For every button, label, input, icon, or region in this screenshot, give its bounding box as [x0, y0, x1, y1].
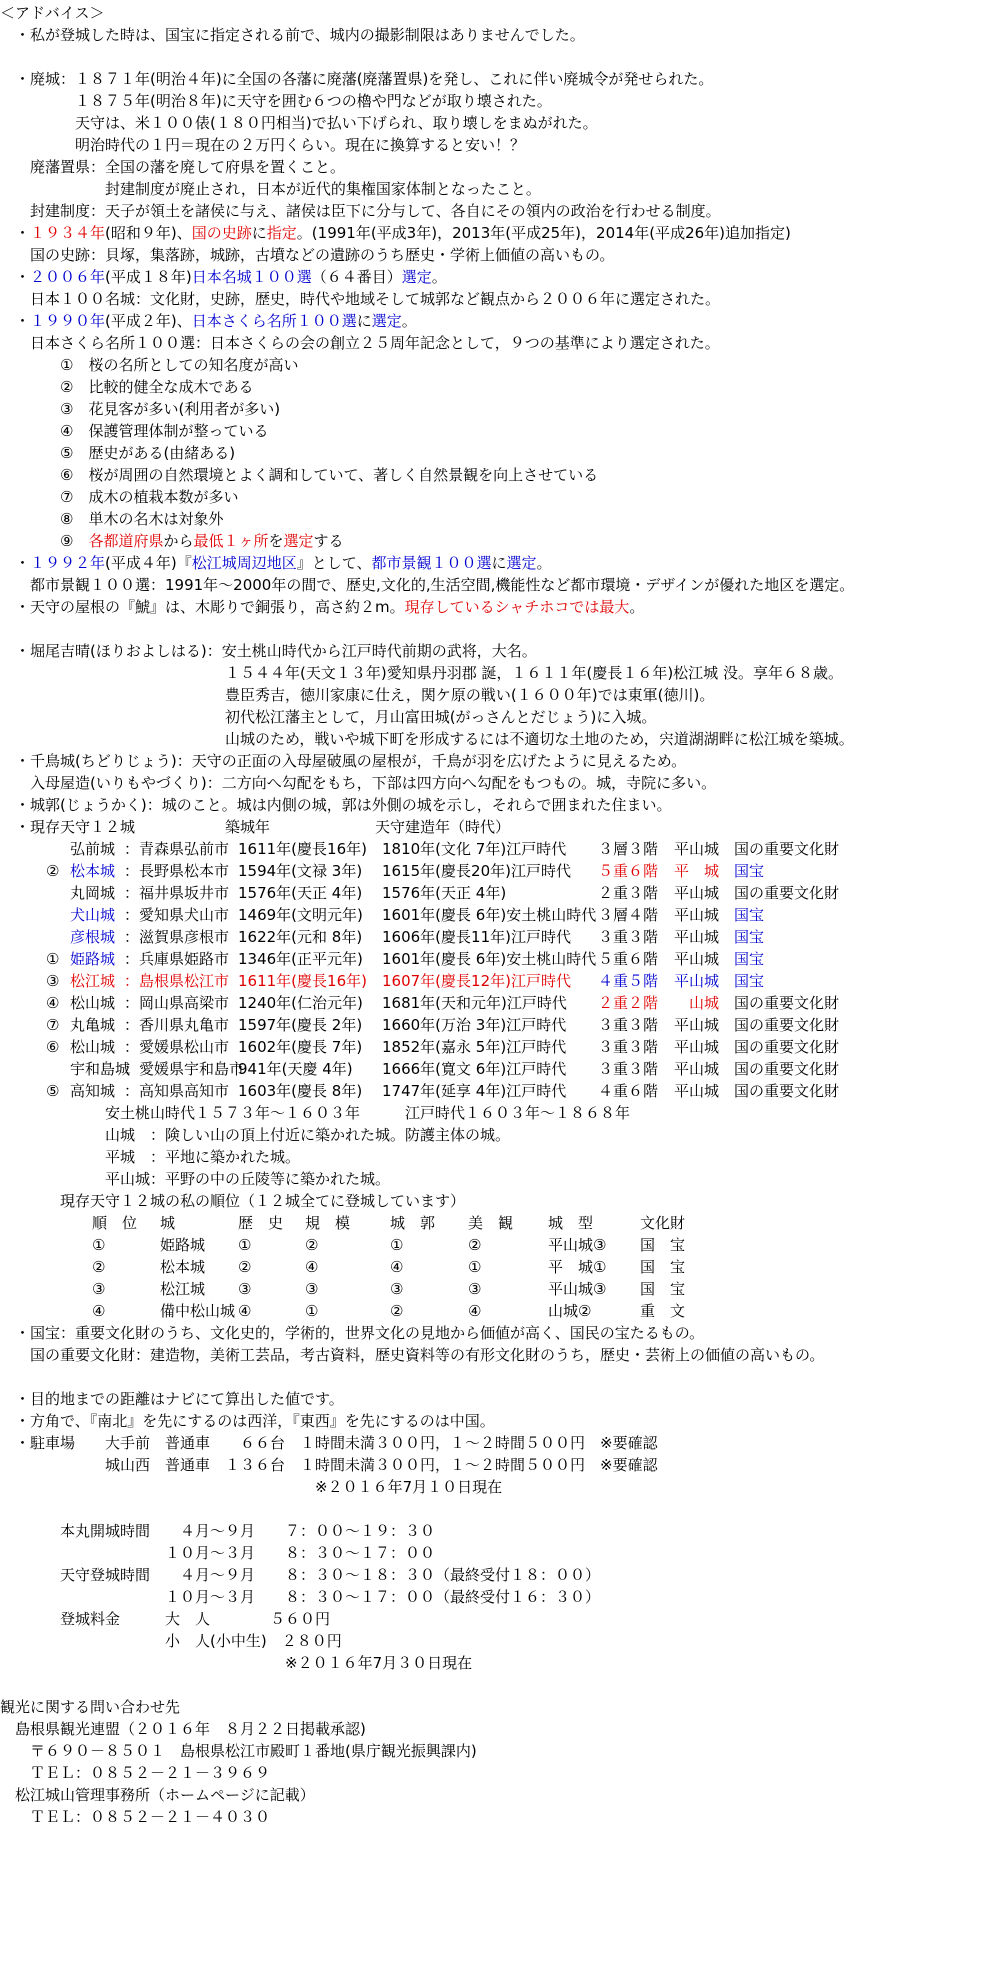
rank-cell: ③	[305, 1280, 319, 1298]
castle-name: 犬山城	[70, 906, 116, 924]
rank-cell: 規 模	[305, 1214, 351, 1232]
castle-floors: ３重３階	[598, 1038, 659, 1056]
castle-status: 国の重要文化財	[734, 1038, 840, 1056]
text-line: 都市景観１００選：1991年～2000年の間で、歴史,文化的,生活空間,機能性など都市環境・デザインが優れた地区を選定。	[0, 576, 855, 594]
text-line	[0, 552, 552, 574]
text-segment: 都市景観１００選	[371, 554, 492, 572]
text-segment: ・	[0, 554, 31, 572]
castle-built: 941年(天慶 4年)	[238, 1060, 353, 1078]
text-segment: (平成１８年)	[105, 268, 192, 286]
text-segment: に	[356, 312, 372, 330]
castle-keep: 1660年(万治 3年)江戸時代	[382, 1016, 567, 1034]
rank-cell: 城	[160, 1214, 176, 1232]
text-segment: 。	[536, 554, 552, 572]
text-segment: 日本さくら名所１００選	[191, 312, 357, 330]
castle-loc: ：島根県松江市	[124, 972, 230, 990]
text-line: １８７５年(明治８年)に天守を囲む６つの櫓や門などが取り壊された。	[0, 92, 552, 110]
castle-name: 松江城	[70, 972, 116, 990]
castle-status: 国宝	[734, 950, 765, 968]
rank-cell: ②	[390, 1302, 404, 1320]
castle-name: 松山城	[70, 1038, 116, 1056]
castle-row	[0, 882, 1005, 904]
castle-keep: 1681年(天和元年)江戸時代	[382, 994, 567, 1012]
castle-mark: ②	[46, 862, 60, 880]
castle-status: 国の重要文化財	[734, 1060, 840, 1078]
castle-loc: ：兵庫県姫路市	[124, 950, 230, 968]
rank-cell: ③	[238, 1280, 252, 1298]
rank-header-row	[0, 1212, 1005, 1234]
text-segment: 国の史跡	[191, 224, 252, 242]
rank-cell: ②	[92, 1258, 106, 1276]
text-line: 島根県観光連盟（２０１６年 ８月２２日掲載承認)	[0, 1720, 366, 1738]
rank-cell: 国 宝	[640, 1280, 686, 1298]
castle-mark: ⑥	[46, 1038, 60, 1056]
text-segment: を	[268, 532, 284, 550]
text-line: 封建制度が廃止され，日本が近代的集権国家体制となったこと。	[0, 180, 541, 198]
castle-keep: 1615年(慶長20年)江戸時代	[382, 862, 571, 880]
text-segment: 。(1991年(平成3年)，2013年(平成25年)，2014年(平成26年)追加指定)	[296, 224, 791, 242]
rank-cell: 城 郭	[390, 1214, 436, 1232]
castle-type: 平山城	[674, 1016, 720, 1034]
text-line: ・国宝：重要文化財のうち、文化史的，学術的，世界文化の見地から価値が高く、国民の宝たるもの。	[0, 1324, 705, 1342]
rank-cell: ①	[468, 1258, 482, 1276]
castle-floors: ２重２階	[598, 994, 659, 1012]
text-line: ・堀尾吉晴(ほりおよしはる)：安土桃山時代から江戸時代前期の武将，大名。	[0, 642, 537, 660]
rank-cell: 松江城	[160, 1280, 206, 1298]
castle-built: 1346年(正平元年)	[238, 950, 363, 968]
text-line: １５４４年(天文１３年)愛知県丹羽郡 誕，１６１１年(慶長１６年)松江城 没。享年６８歳。	[0, 664, 843, 682]
rank-row	[0, 1234, 1005, 1256]
text-line: 国の重要文化財：建造物，美術工芸品，考古資料，歴史資料等の有形文化財のうち，歴史・芸術上の価値の高いもの。	[0, 1346, 825, 1364]
text-segment: から	[163, 532, 194, 550]
text-segment: に	[491, 554, 507, 572]
rank-cell: ④	[238, 1302, 252, 1320]
text-segment: ・	[0, 312, 31, 330]
rank-cell: 平 城①	[548, 1258, 607, 1276]
text-segment: 指定	[266, 224, 297, 242]
castle-keep: 1747年(延享 4年)江戸時代	[382, 1082, 567, 1100]
text-line: 現存天守１２城の私の順位（１２城全てに登城しています）	[0, 1192, 466, 1210]
rank-cell: 順 位	[92, 1214, 138, 1232]
text-line: 封建制度：天子が領土を諸侯に与え、諸侯は臣下に分与して、各自にその領内の政治を行わせる制度。	[0, 202, 721, 220]
castle-status: 国宝	[734, 862, 765, 880]
castle-built: 1611年(慶長16年)	[238, 972, 367, 990]
text-segment: ⑨	[0, 532, 89, 550]
text-line: 安土桃山時代１５７３年～１６０３年 江戸時代１６０３年～１８６８年	[0, 1104, 631, 1122]
castle-built: 1594年(文禄 3年)	[238, 862, 363, 880]
rank-cell: ③	[468, 1280, 482, 1298]
text-line: 初代松江藩主として，月山富田城(がっさんとだじょう)に入城。	[0, 708, 657, 726]
castle-status: 国宝	[734, 972, 765, 990]
castle-built: 1469年(文明元年)	[238, 906, 363, 924]
text-segment: 』として、	[296, 554, 372, 572]
text-segment: に	[251, 224, 267, 242]
castle-floors: ３層３階	[598, 840, 659, 858]
castle-type: 平山城	[674, 884, 720, 902]
text-segment: 最低１ヶ所	[193, 532, 269, 550]
rank-cell: 備中松山城	[160, 1302, 236, 1320]
rank-cell: ④	[468, 1302, 482, 1320]
rank-cell: ④	[92, 1302, 106, 1320]
castle-built: 1240年(仁治元年)	[238, 994, 363, 1012]
text-segment: 日本名城１００選	[191, 268, 312, 286]
rank-cell: 平山城③	[548, 1236, 607, 1254]
text-line: ＴＥＬ：０８５２－２１－４０３０	[0, 1808, 271, 1826]
text-line: ＜アドバイス＞	[0, 4, 105, 22]
text-line: 日本さくら名所１００選：日本さくらの会の創立２５周年記念として，９つの基準により選定された。	[0, 334, 720, 352]
castle-floors: ３重３階	[598, 928, 659, 946]
castle-status: 国宝	[734, 906, 765, 924]
castle-name: 丸岡城	[70, 884, 116, 902]
rank-row	[0, 1278, 1005, 1300]
rank-cell: 山城②	[548, 1302, 592, 1320]
castle-status: 国の重要文化財	[734, 1082, 840, 1100]
castle-keep: 1601年(慶長 6年)安土桃山時代	[382, 906, 597, 924]
text-segment: 。	[431, 268, 447, 286]
castle-floors: ５重６階	[598, 862, 659, 880]
rank-cell: ②	[238, 1258, 252, 1276]
text-line: ⑧ 単木の名木は対象外	[0, 510, 224, 528]
text-line: ④ 保護管理体制が整っている	[0, 422, 269, 440]
rank-row	[0, 1256, 1005, 1278]
castle-status: 国の重要文化財	[734, 1016, 840, 1034]
rank-cell: ①	[238, 1236, 252, 1254]
castle-type: 平山城	[674, 906, 720, 924]
rank-cell: ④	[390, 1258, 404, 1276]
castle-loc: ：高知県高知市	[124, 1082, 230, 1100]
castle-type: 平 城	[674, 862, 720, 880]
text-line: ・現存天守１２城 築城年 天守建造年（時代）	[0, 818, 511, 836]
castle-loc: ：愛知県犬山市	[124, 906, 230, 924]
text-line: ・千鳥城(ちどりじょう)：天守の正面の入母屋破風の屋根が，千鳥が羽を広げたように見えるため。	[0, 752, 687, 770]
text-segment: 選定	[506, 554, 537, 572]
castle-name: 彦根城	[70, 928, 116, 946]
text-line: ⑤ 歴史がある(由緒ある)	[0, 444, 236, 462]
rank-cell: 平山城③	[548, 1280, 607, 1298]
text-segment: １９９２年	[30, 554, 106, 572]
castle-keep: 1601年(慶長 6年)安土桃山時代	[382, 950, 597, 968]
text-segment: １９９０年	[30, 312, 106, 330]
text-line: ＴＥＬ：０８５２－２１－３９６９	[0, 1764, 271, 1782]
text-line: ・私が登城した時は、国宝に指定される前で、城内の撮影制限はありませんでした。	[0, 26, 585, 44]
castle-built: 1603年(慶長 8年)	[238, 1082, 363, 1100]
text-segment: 選定	[401, 268, 432, 286]
castle-loc: ：青森県弘前市	[124, 840, 230, 858]
text-line: ⑥ 桜が周囲の自然環境とよく調和していて、著しく自然景観を向上させている	[0, 466, 599, 484]
text-segment: ・	[0, 268, 31, 286]
castle-floors: ３重３階	[598, 1060, 659, 1078]
castle-keep: 1810年(文化 7年)江戸時代	[382, 840, 567, 858]
castle-status: 国の重要文化財	[734, 840, 840, 858]
castle-built: 1622年(元和 8年)	[238, 928, 363, 946]
castle-loc: ：福井県坂井市	[124, 884, 230, 902]
castle-name: 高知城	[70, 1082, 116, 1100]
text-line: 城山西 普通車 １３６台 １時間未満３００円，１～２時間５００円 ※要確認	[0, 1456, 658, 1474]
castle-type: 平山城	[674, 1082, 720, 1100]
castle-name: 姫路城	[70, 950, 116, 968]
text-line: 松江城山管理事務所（ホームページに記載）	[0, 1786, 315, 1804]
castle-name: 弘前城	[70, 840, 116, 858]
castle-type: 平山城	[674, 1060, 720, 1078]
castle-floors: ２重３階	[598, 884, 659, 902]
text-segment: 各都道府県	[88, 532, 164, 550]
text-line	[0, 222, 791, 244]
castle-floors: ３重３階	[598, 1016, 659, 1034]
text-line: ③ 花見客が多い(利用者が多い)	[0, 400, 281, 418]
castle-loc: ：愛媛県宇和島市	[124, 1060, 245, 1078]
text-line: ・駐車場 大手前 普通車 ６６台 １時間未満３００円，１～２時間５００円 ※要確認	[0, 1434, 658, 1452]
castle-type: 平山城	[674, 1038, 720, 1056]
castle-floors: ３層４階	[598, 906, 659, 924]
text-segment: ・	[0, 224, 31, 242]
castle-row	[0, 948, 1005, 970]
text-line: ※２０１６年7月１０日現在	[0, 1478, 503, 1496]
text-line: 天守登城時間 ４月～９月 ８：３０～１８：３０（最終受付１８：００）	[0, 1566, 601, 1584]
castle-row	[0, 1036, 1005, 1058]
text-segment: １９３４年	[30, 224, 106, 242]
castle-keep: 1607年(慶長12年)江戸時代	[382, 972, 571, 990]
text-segment: (昭和９年)、	[105, 224, 192, 242]
rank-cell: ③	[92, 1280, 106, 1298]
castle-name: 松山城	[70, 994, 116, 1012]
rank-cell: 重 文	[640, 1302, 686, 1320]
rank-cell: ①	[305, 1302, 319, 1320]
text-line: 天守は、米１００俵(１８０円相当)で払い下げられ、取り壊しをまぬがれた。	[0, 114, 598, 132]
text-line	[0, 266, 447, 288]
text-segment: 選定	[283, 532, 314, 550]
castle-floors: ４重６階	[598, 1082, 659, 1100]
castle-row	[0, 1080, 1005, 1102]
castle-keep: 1576年(天正 4年)	[382, 884, 507, 902]
text-segment: ・天守の屋根の『鯱』は、木彫りで銅張り，高さ約２m。	[0, 598, 405, 616]
text-line	[0, 530, 344, 552]
castle-keep: 1852年(嘉永 5年)江戸時代	[382, 1038, 567, 1056]
castle-type: 平山城	[674, 928, 720, 946]
text-segment: 。	[401, 312, 417, 330]
text-line: 小 人(小中生) ２８０円	[0, 1632, 342, 1650]
rank-cell: ②	[305, 1236, 319, 1254]
castle-row	[0, 926, 1005, 948]
castle-mark: ①	[46, 950, 60, 968]
text-line: ① 桜の名所としての知名度が高い	[0, 356, 299, 374]
text-line: 観光に関する問い合わせ先	[0, 1698, 181, 1716]
castle-row	[0, 860, 1005, 882]
text-line: 本丸開城時間 ４月～９月 ７：００～１９：３０	[0, 1522, 436, 1540]
castle-type: 平山城	[674, 840, 720, 858]
rank-cell: ①	[390, 1236, 404, 1254]
text-line: 豊臣秀吉，徳川家康に仕え，関ケ原の戦い(１６００年)では東軍(徳川)。	[0, 686, 715, 704]
rank-cell: 美 観	[468, 1214, 514, 1232]
castle-row	[0, 904, 1005, 926]
text-line: １０月～３月 ８：３０～１７：００（最終受付１６：３０）	[0, 1588, 601, 1606]
rank-cell: 国 宝	[640, 1236, 686, 1254]
rank-cell: ④	[305, 1258, 319, 1276]
rank-row	[0, 1300, 1005, 1322]
castle-built: 1597年(慶長 2年)	[238, 1016, 363, 1034]
castle-row	[0, 970, 1005, 992]
castle-loc: ：愛媛県松山市	[124, 1038, 230, 1056]
text-segment: (平成２年)、	[105, 312, 192, 330]
text-segment: 松江城周辺地区	[191, 554, 297, 572]
text-segment: 。	[629, 598, 645, 616]
castle-mark: ⑦	[46, 1016, 60, 1034]
text-line: 国の史跡：貝塚，集落跡，城跡，古墳などの遺跡のうち歴史・学術上価値の高いもの。	[0, 246, 615, 264]
text-line: ⑦ 成木の植栽本数が多い	[0, 488, 239, 506]
rank-cell: ②	[468, 1236, 482, 1254]
castle-loc: ：香川県丸亀市	[124, 1016, 230, 1034]
text-line: ・目的地までの距離はナビにて算出した値です。	[0, 1390, 344, 1408]
text-line: 〒６９０－８５０１ 島根県松江市殿町１番地(県庁観光振興課内)	[0, 1742, 477, 1760]
text-segment: 選定	[371, 312, 402, 330]
text-segment: する	[313, 532, 344, 550]
castle-row	[0, 838, 1005, 860]
castle-mark: ④	[46, 994, 60, 1012]
rank-cell: 姫路城	[160, 1236, 206, 1254]
castle-floors: ５重６階	[598, 950, 659, 968]
castle-loc: ：長野県松本市	[124, 862, 230, 880]
castle-status: 国の重要文化財	[734, 884, 840, 902]
rank-cell: 文化財	[640, 1214, 686, 1232]
text-line: 平城 ：平地に築かれた城。	[0, 1148, 301, 1166]
rank-cell: 国 宝	[640, 1258, 686, 1276]
castle-type: 平山城	[674, 950, 720, 968]
text-line: １０月～３月 ８：３０～１７：００	[0, 1544, 436, 1562]
text-line: 入母屋造(いりもやづくり)：二方向へ勾配をもち，下部は四方向へ勾配をもつもの。城，寺院に多い。	[0, 774, 717, 792]
castle-status: 国の重要文化財	[734, 994, 840, 1012]
castle-keep: 1666年(寛文 6年)江戸時代	[382, 1060, 567, 1078]
text-line: 山城 ：険しい山の頂上付近に築かれた城。防護主体の城。	[0, 1126, 511, 1144]
text-line	[0, 310, 417, 332]
text-line: ・方角で、『南北』を先にするのは西洋，『東西』を先にするのは中国。	[0, 1412, 495, 1430]
text-line: 日本１００名城：文化財，史跡，歴史，時代や地域そして城郭など観点から２００６年に選定された。	[0, 290, 721, 308]
text-segment: (平成４年)『	[105, 554, 192, 572]
castle-built: 1611年(慶長16年)	[238, 840, 367, 858]
castle-name: 丸亀城	[70, 1016, 116, 1034]
text-segment: ２００６年	[30, 268, 106, 286]
text-segment: （６４番目）	[311, 268, 402, 286]
castle-floors: ４重５階	[598, 972, 659, 990]
castle-built: 1602年(慶長 7年)	[238, 1038, 363, 1056]
castle-loc: ：岡山県高梁市	[124, 994, 230, 1012]
text-line: ② 比較的健全な成木である	[0, 378, 254, 396]
rank-cell: ①	[92, 1236, 106, 1254]
castle-row	[0, 1014, 1005, 1036]
castle-mark: ③	[46, 972, 60, 990]
rank-cell: 松本城	[160, 1258, 206, 1276]
castle-type: 山城	[674, 994, 720, 1012]
castle-type: 平山城	[674, 972, 720, 990]
text-line: 明治時代の１円＝現在の２万円くらい。現在に換算すると安い！？	[0, 136, 526, 154]
text-line: 登城料金 大 人 ５６０円	[0, 1610, 331, 1628]
text-line: 平山城：平野の中の丘陵等に築かれた城。	[0, 1170, 391, 1188]
text-line: ※２０１６年7月３０日現在	[0, 1654, 473, 1672]
castle-mark: ⑤	[46, 1082, 60, 1100]
text-segment: 現存しているシャチホコでは最大	[404, 598, 630, 616]
castle-row	[0, 1058, 1005, 1080]
castle-built: 1576年(天正 4年)	[238, 884, 363, 902]
text-line	[0, 596, 644, 618]
text-line: 山城のため，戦いや城下町を形成するには不適切な土地のため，宍道湖湖畔に松江城を築城。	[0, 730, 854, 748]
castle-name: 宇和島城	[70, 1060, 131, 1078]
rank-cell: ③	[390, 1280, 404, 1298]
text-line: 廃藩置県：全国の藩を廃して府県を置くこと。	[0, 158, 346, 176]
castle-name: 松本城	[70, 862, 116, 880]
text-line: ・廃城：１８７１年(明治４年)に全国の各藩に廃藩(廃藩置県)を発し、これに伴い廃城令が発せられた。	[0, 70, 714, 88]
castle-keep: 1606年(慶長11年)江戸時代	[382, 928, 571, 946]
castle-row	[0, 992, 1005, 1014]
rank-cell: 城 型	[548, 1214, 594, 1232]
rank-cell: 歴 史	[238, 1214, 284, 1232]
castle-loc: ：滋賀県彦根市	[124, 928, 230, 946]
text-line: ・城郭(じょうかく)：城のこと。城は内側の城，郭は外側の城を示し，それらで囲まれた住まい。	[0, 796, 672, 814]
castle-status: 国宝	[734, 928, 765, 946]
